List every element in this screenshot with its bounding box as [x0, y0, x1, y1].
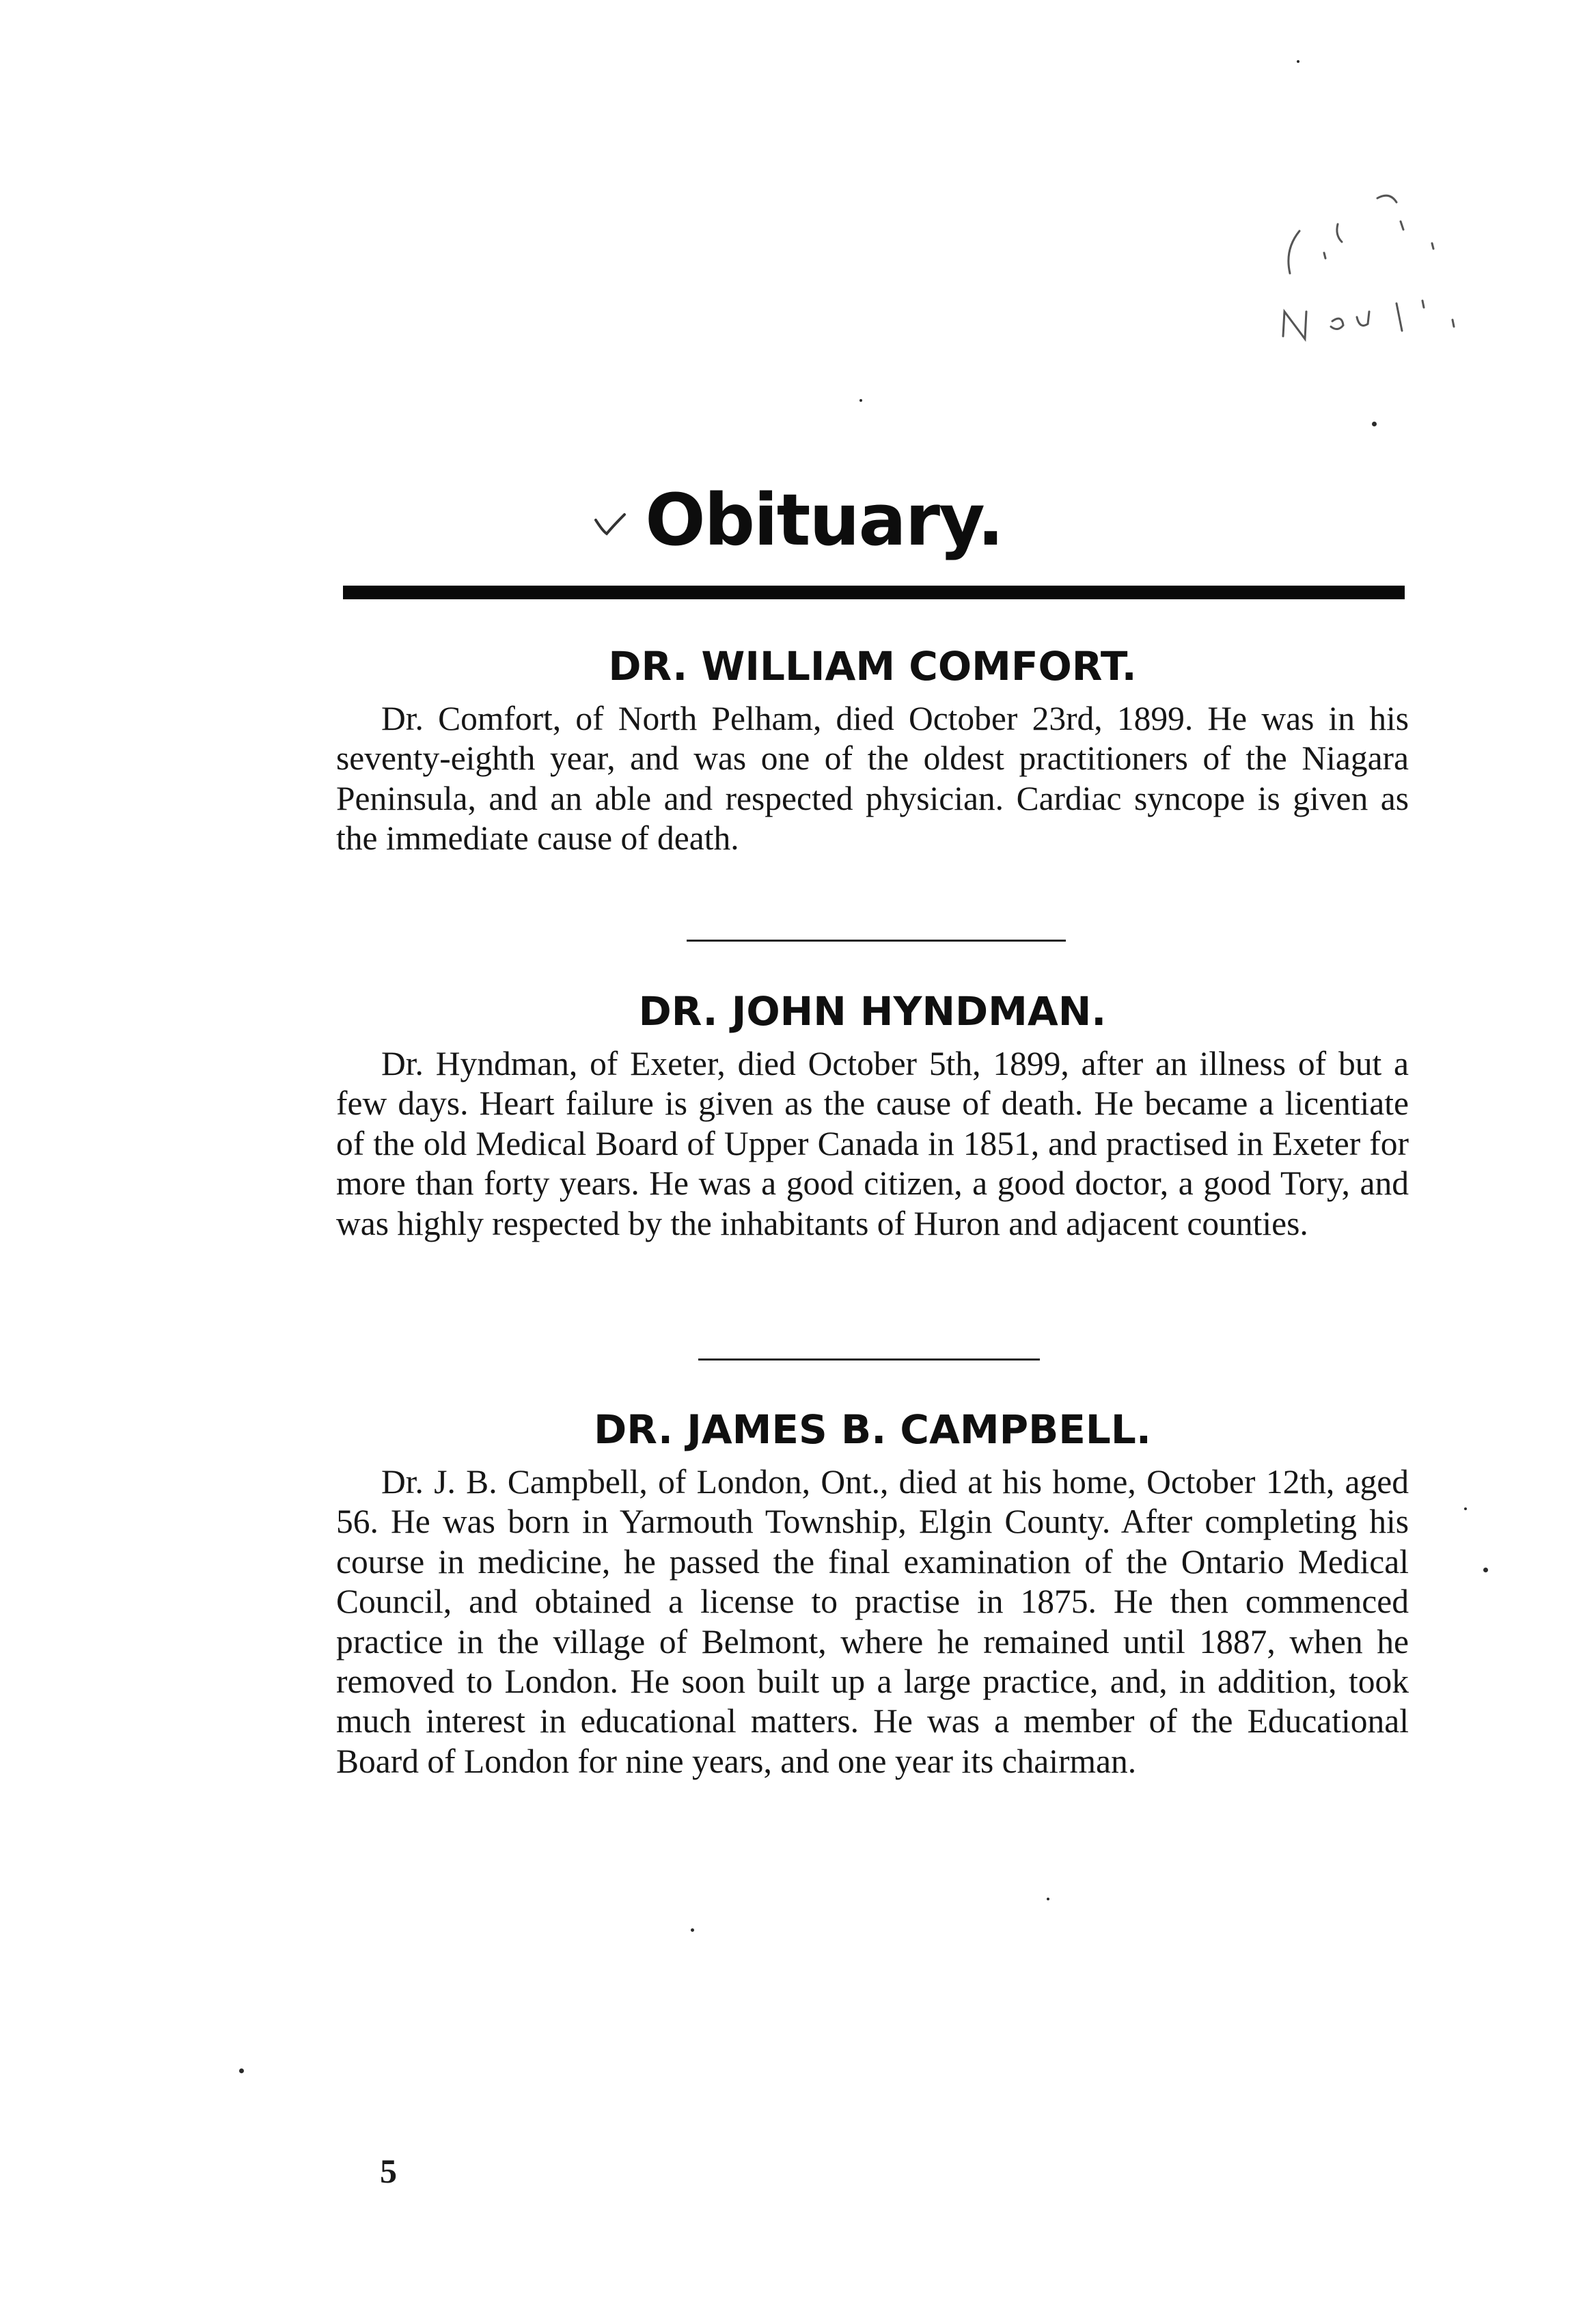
entry-heading: DR. JAMES B. CAMPBELL.: [594, 1406, 1151, 1453]
obituary-entry-campbell: [336, 1402, 1409, 1781]
entry-body: Dr. Comfort, of North Pelham, died October 23rd, 1899. He was in his seventy-eighth year, and was one of the oldest practitioners of the Niagara Peninsula, and an able and respected physician. Cardiac syncope is given as the immediate cause of death.: [336, 700, 1409, 858]
handwritten-pencil-note: [1257, 178, 1489, 396]
scan-speck: [1372, 422, 1377, 426]
section-divider: [698, 1358, 1040, 1361]
entry-heading: DR. WILLIAM COMFORT.: [608, 643, 1137, 689]
scan-speck: [1464, 1507, 1467, 1510]
page-title-row: [0, 478, 1596, 562]
entry-heading: DR. JOHN HYNDMAN.: [638, 988, 1107, 1035]
scan-speck: [859, 399, 862, 402]
scan-speck: [1047, 1898, 1049, 1900]
scan-speck: [691, 1928, 694, 1932]
obituary-entry-hyndman: [336, 984, 1409, 1244]
page-title: Obituary.: [645, 478, 1003, 562]
title-rule: [343, 586, 1405, 599]
scan-speck: [1297, 60, 1299, 63]
entry-body: Dr. Hyndman, of Exeter, died October 5th, 1899, after an illness of but a few days. Heart failure is given as the cause of death. He became a licentiate of the old Medical Board of Upper Canada in 1851, and practised in Exeter for more than forty years. He was a good citizen, a good doctor, a good Tory, and was highly respected by the inhabitants of Huron and adjacent counties.: [336, 1045, 1409, 1242]
check-mark-icon: [593, 510, 627, 538]
scan-speck: [1483, 1568, 1488, 1572]
section-divider: [687, 940, 1066, 942]
page-number: 5: [380, 2152, 397, 2190]
entry-body: Dr. J. B. Campbell, of London, Ont., died at his home, October 12th, aged 56. He was born in Yarmouth Township, Elgin County. After completing his course in medicine, he passed the final examination of the Ontario Medical Council, and obtained a license to practise in 1875. He then commenced practice in the village of Belmont, where he remained until 1887, when he removed to London. He soon built up a large practice, and, in addition, took much interest in educational matters. He was a member of the Educational Board of London for nine years, and one year its chairman.: [336, 1463, 1409, 1780]
obituary-entry-comfort: [336, 639, 1409, 859]
scan-speck: [239, 2068, 244, 2073]
